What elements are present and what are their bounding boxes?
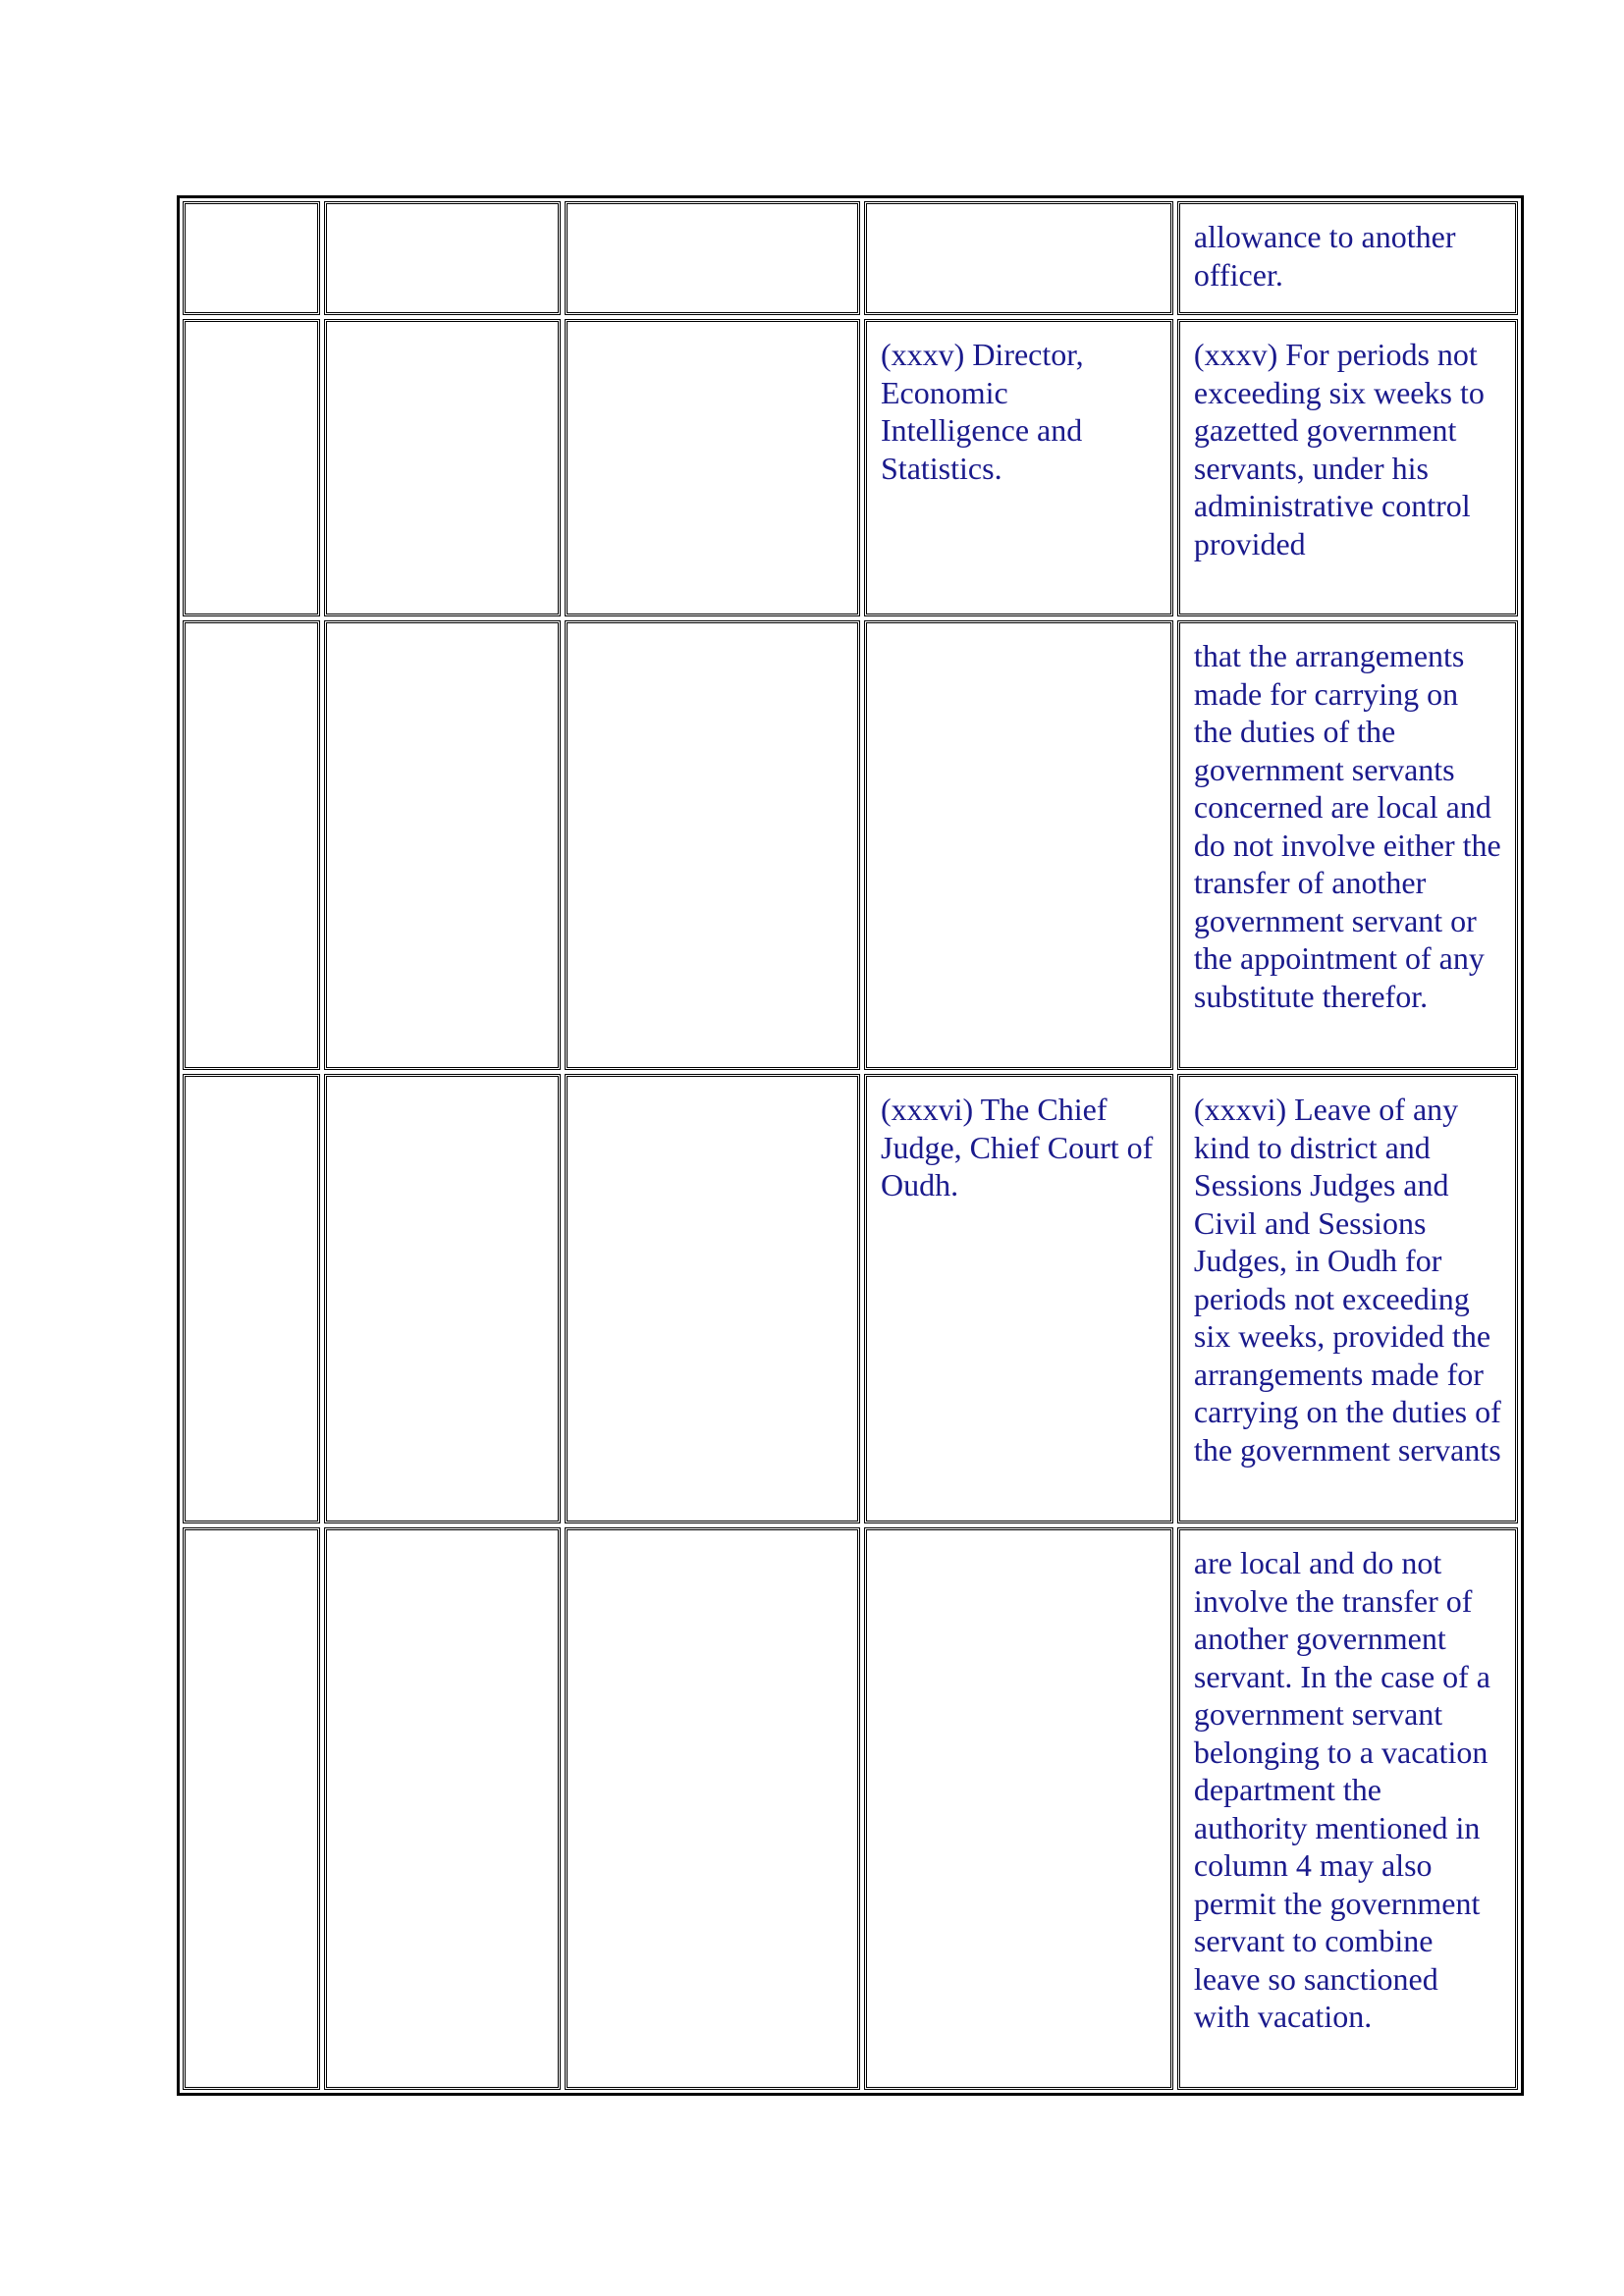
table-cell-col2 — [324, 1527, 561, 2090]
power-cell: (xxxvi) Leave of any kind to district and Sessions Judges and Civil and Sessions Judges, in Oudh for periods not exceeding six weeks, provided the arrangements made for carrying on the duties of the government servants — [1177, 1074, 1518, 1523]
table-cell-col3 — [565, 201, 860, 315]
table-row — [183, 319, 1518, 616]
power-cell: (xxxv) For periods not exceeding six weeks to gazetted government servants, under his administrative control provided — [1177, 319, 1518, 616]
table-cell-col3 — [565, 1527, 860, 2090]
power-cell: that the arrangements made for carrying on the duties of the government servants concerned are local and do not involve either the transfer of another government servant or the appointment of any substitute therefor. — [1177, 620, 1518, 1070]
table-cell-col3 — [565, 620, 860, 1070]
table-cell-col1 — [183, 620, 320, 1070]
table-cell-col3 — [565, 1074, 860, 1523]
table-cell-col2 — [324, 1074, 561, 1523]
authority-cell — [864, 620, 1173, 1070]
table-row — [183, 620, 1518, 1070]
authority-cell — [864, 201, 1173, 315]
table-cell-col1 — [183, 1527, 320, 2090]
authority-cell: (xxxv) Director, Economic Intelligence and Statistics. — [864, 319, 1173, 616]
table-cell-col1 — [183, 201, 320, 315]
authority-cell — [864, 1527, 1173, 2090]
table-cell-col2 — [324, 319, 561, 616]
authority-cell: (xxxvi) The Chief Judge, Chief Court of Oudh. — [864, 1074, 1173, 1523]
power-cell: are local and do not involve the transfer of another government servant. In the case of a government servant belonging to a vacation department the authority mentioned in column 4 may also permit the government servant to combine leave so sanctioned with vacation. — [1177, 1527, 1518, 2090]
table-cell-col2 — [324, 201, 561, 315]
leave-sanction-table — [177, 195, 1524, 2096]
table-cell-col1 — [183, 319, 320, 616]
table-cell-col1 — [183, 1074, 320, 1523]
table-cell-col3 — [565, 319, 860, 616]
table-row — [183, 1074, 1518, 1523]
power-cell: allowance to another officer. — [1177, 201, 1518, 315]
table-cell-col2 — [324, 620, 561, 1070]
table-row — [183, 201, 1518, 315]
table-row — [183, 1527, 1518, 2090]
